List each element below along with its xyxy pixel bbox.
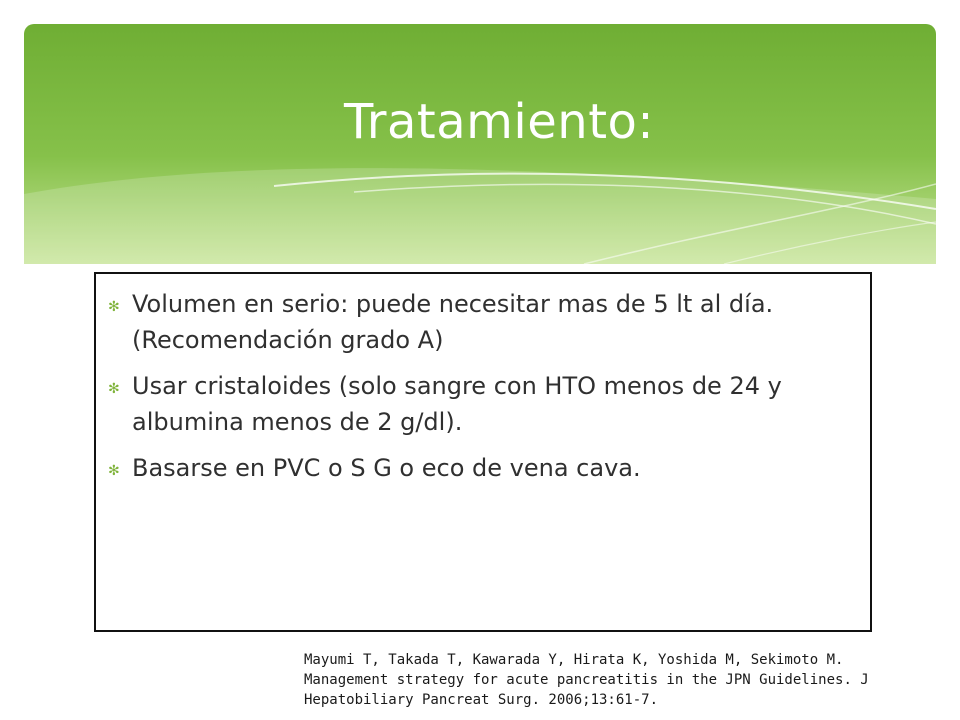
asterisk-icon: ✻: [108, 463, 120, 479]
bullet-item: [108, 450, 858, 492]
asterisk-icon: ✻: [108, 299, 120, 315]
bullet-text: Volumen en serio: puede necesitar mas de 5 lt al día. (Recomendación grado A): [132, 290, 774, 354]
asterisk-icon: ✻: [108, 381, 120, 397]
bullet-text: Usar cristaloides (solo sangre con HTO menos de 24 y albumina menos de 2 g/dl).: [132, 372, 782, 436]
bullet-item: [108, 286, 858, 358]
bullet-item: [108, 368, 858, 440]
content-box: [94, 272, 872, 632]
bullet-list: [108, 286, 858, 502]
slide-title: Tratamiento:: [344, 94, 655, 150]
citation-text: Mayumi T, Takada T, Kawarada Y, Hirata K, Yoshida M, Sekimoto M. Management strategy for acute pancreatitis in the JPN Guidelines. J Hepatobiliary Pancreat Surg. 2006;13:61-7.: [304, 652, 869, 708]
bullet-text: Basarse en PVC o S G o eco de vena cava.: [132, 454, 641, 482]
title-banner: [24, 24, 936, 264]
